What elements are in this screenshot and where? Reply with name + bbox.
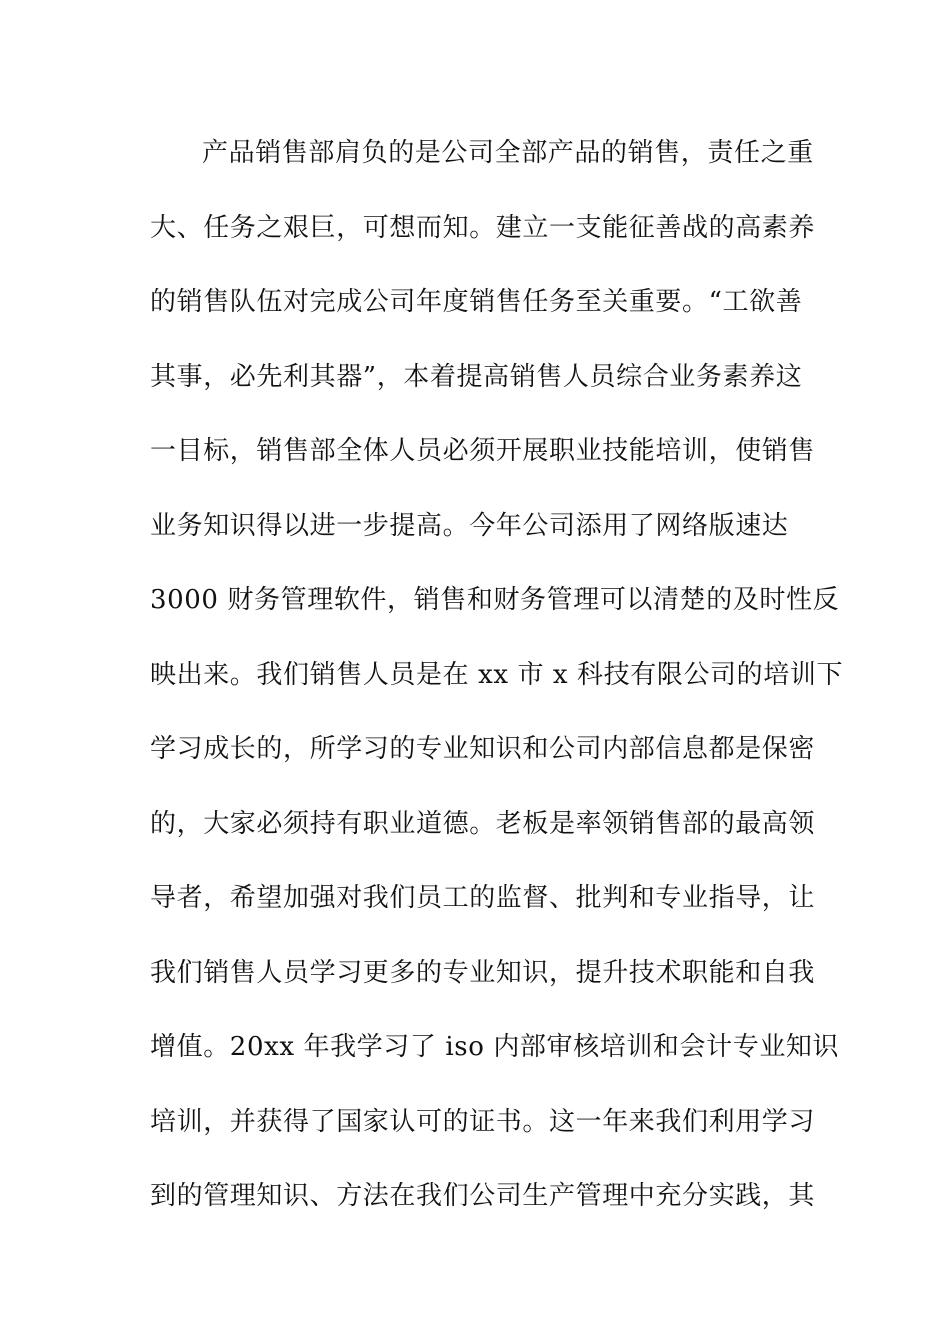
text-line: 映出来。我们销售人员是在 xx 市 x 科技有限公司的培训下 — [150, 659, 844, 690]
text-line: 培训，并获得了国家认可的证书。这一年来我们利用学习 — [150, 1106, 816, 1137]
text-line: 3000 财务管理软件，销售和财务管理可以清楚的及时性反 — [150, 585, 840, 615]
text-line: 产品销售部肩负的是公司全部产品的销售，责任之重 — [202, 138, 814, 168]
text-line: 大、任务之艰巨，可想而知。建立一支能征善战的高素养 — [150, 212, 816, 243]
text-line: 其事，必先利其器”，本着提高销售人员综合业务素养这 — [150, 361, 803, 392]
text-line: 一目标，销售部全体人员必须开展职业技能培训，使销售 — [150, 436, 816, 466]
body-paragraph — [150, 128, 844, 1246]
text-line: 到的管理知识、方法在我们公司生产管理中充分实践，其 — [150, 1181, 816, 1211]
text-line: 业务知识得以进一步提高。今年公司添用了网络版速达 — [150, 510, 789, 541]
text-line: 我们销售人员学习更多的专业知识，提升技术职能和自我 — [150, 957, 816, 988]
text-line: 的销售队伍对完成公司年度销售任务至关重要。“工欲善 — [150, 287, 803, 317]
text-line: 增值。20xx 年我学习了 iso 内部审核培训和会计专业知识 — [150, 1032, 840, 1062]
text-line: 导者，希望加强对我们员工的监督、批判和专业指导，让 — [150, 883, 816, 913]
text-line: 学习成长的，所学习的专业知识和公司内部信息都是保密 — [150, 734, 816, 764]
text-line: 的，大家必须持有职业道德。老板是率领销售部的最高领 — [150, 808, 816, 839]
